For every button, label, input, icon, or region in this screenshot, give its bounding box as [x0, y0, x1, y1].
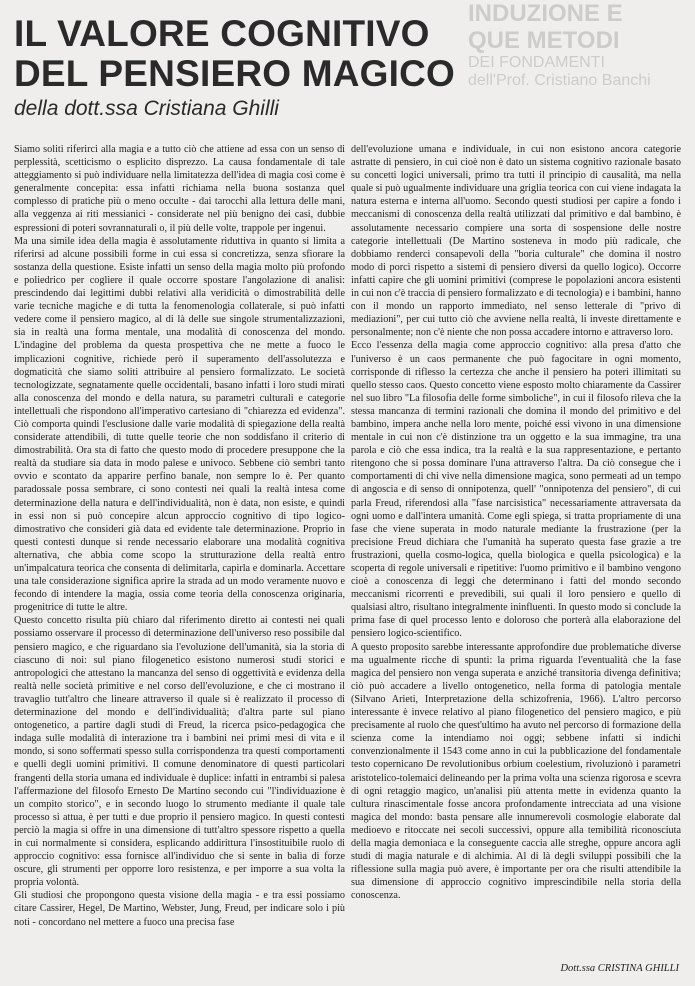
signature-prefix: Dott.ssa [560, 963, 596, 974]
ghost-line: DEI FONDAMENTI [468, 54, 605, 71]
article-byline: della dott.ssa Cristiana Ghilli [14, 97, 279, 120]
paragraph: A questo proposito sarebbe interessante approfondire due problematiche diverse ma ugualmente ricche di spunti: la prima riguarda l'eventualità che la fase magica del pensiero non venga superata e anziché transitoria divenga definitiva; ciò può accadere a livello ontogenetico, nella forma di patologia mentale (Silvano Arieti, Interpretazione della schizofrenia, 1966). L'altro percorso interessante è invece relativo al piano filogenetico del pensiero magico, e più precisamente al ruolo che quest'ultimo ha avuto nel percorso di formazione della scienza come la intendiamo noi oggi; sebbene infatti si indichi convenzionalmente il 1543 come anno in cui la pubblicazione del fondamentale testo copernicano De revolutionibus orbium coelestium, rivoluzionò i parametri aristotelico-tolemaici delineando per la prima volta una scienza rigorosa e scevra di ogni retaggio magico, un'analisi più attenta mette in evidenza quanto la cultura rinascimentale fosse ancora profondamente intrecciata ad una visione magica del mondo: basta pensare alle innumerevoli cosmologie elaborate dal medioevo e ritoccate nei secoli successivi, oppure alla temibilità riconosciuta della magia demoniaca e la conseguente caccia alle streghe, oppure ancora agli studi di magia naturale e di alchimia. Al di là degli sviluppi possibili che la riflessione sulla magia può avere, è importante per ora che risulti attendibile la sua dimensione di approccio cognitivo imprescindibile nella storia della conoscenza. [351, 641, 681, 902]
title-line-1: IL VALORE COGNITIVO [14, 13, 430, 54]
signature-name: CRISTINA GHILLI [597, 963, 679, 974]
left-column [14, 143, 345, 929]
ghost-line: dell'Prof. Cristiano Banchi [468, 72, 651, 89]
facing-page-bleed [468, 0, 695, 120]
paragraph: Ecco l'essenza della magia come approccio cognitivo: alla presa d'atto che l'universo è un caos permanente che può fagocitare in ogni momento, corrisponde di riflesso la certezza che anche il pensiero ha poteri illimitati su quello stesso caos. Questo concetto viene esposto molto chiaramente da Cassirer nel suo libro "La filosofia delle forme simboliche", in cui il filosofo rileva che la stessa mancanza di termini razionali che domina il mondo del primitivo e del bambino, impera anche nella loro mente, poiché essi vivono in una dimensione mentale in cui non c'è distinzione tra un oggetto e la sua immagine, tra una parola e ciò che essa indica, tra la realtà e la sua rappresentazione, e pertanto ritengono che si possa dominare l'una attraverso l'altra. Da ciò consegue che i comportamenti di chi vive nella dimensione magica, sono permeati ad un tempo di angoscia e di senso di onnipotenza, quell' "onnipotenza del pensiero", di cui parla Freud, riferendosi alla "fase narcisistica" necessariamente attraversata da ogni uomo e dall'intera umanità. Come egli spiega, si tratta propriamente di una fase che viene superata in modo naturale mediante la frustrazione (per la precisione Freud dichiara che l'umanità ha superato questa fase grazie a tre frustrazioni, quella cosmo-logica, quella biologica e quella psicologica) e la scoperta di regole universali e ripetitive: l'uomo primitivo e il bambino vengono cioè a conoscenza di leggi che determinano i fatti del mondo secondo meccanismi ricorrenti e prevedibili, sui quali il loro pensiero e quello di qualsiasi altro, risultano integralmente ininfluenti. In questo modo si conclude la prima fase di quel processo lento e doloroso che porterà alla elaborazione del pensiero logico-scientifico. [351, 340, 681, 640]
ghost-line: INDUZIONE E [468, 0, 623, 27]
author-signature [560, 963, 679, 974]
ghost-line: QUE METODI [468, 27, 620, 54]
paragraph: Questo concetto risulta più chiaro dal riferimento diretto ai contesti nei quali possiamo osservare il processo di determinazione dell'universo reso possibile dal pensiero magico, e che riguardano sia l'evoluzione dell'umanità, sia la storia di ciascuno di noi: sul piano filogenetico esistono numerosi studi storici e antropologici che attestano la mancanza del senso di oggettività e evidenza della realtà nelle società primitive e nel corso dell'evoluzione, e che ci mostrano il travaglio tutt'altro che lineare attraverso il quale si è realizzato il processo di determinazione del mondo e dell'individualità; d'altra parte sul piano ontogenetico, a partire dagli studi di Freud, la ricerca psico-pedagogica che indaga sulle modalità di interazione tra i bambini nei primi mesi di vita e il mondo, si sono soffermati spesso sulla corrispondenza tra questi comportamenti e quelli degli uomini primitivi. Il comune denominatore di questi particolari frangenti della storia umana ed individuale è duplice: infatti in entrambi si palesa l'affermazione del filosofo Ernesto De Martino secondo cui "l'individuazione è un compito storico", e in secondo luogo lo strumento mediante il quale tale processo si attua, è per tutti e due proprio il pensiero magico. In questi contesti perciò la magia si offre in una dimensione di tutt'altro spessore rispetto a quella in cui normalmente si considera, esplicando addirittura l'insostituibile ruolo di approccio cognitivo: essa fornisce all'individuo che si sente in balìa di forze oscure, gli strumenti per opporre loro resistenza, e per imporre a sua volta la propria volontà. [14, 615, 345, 889]
paragraph: dell'evoluzione umana e individuale, in cui non esistono ancora categorie astratte di pensiero, in cui cioè non è dato un sistema cognitivo razionale basato su concetti logici universali, primo tra tutti il principio di causalità, ma nella quale si può ugualmente individuare una griglia teorica con cui viene indagata la natura esterna e interna all'uomo. Secondo questi studiosi per capire a fondo i meccanismi di conoscenza della realtà utilizzati dal primitivo e dal bambino, è assolutamente necessario compiere una sorta di sospensione delle nostre categorie intellettuali (De Martino sosteneva in modo più radicale, che dobbiamo renderci consapevoli della "boria culturale" che domina il nostro modo di porci rispetto a sistemi di pensiero diversi da quello logico). Occorre infatti capire che gli uomini primitivi (comprese le popolazioni ancora esistenti in cui non c'è traccia di pensiero formalizzato e di tecnologia) e i bambini, hanno con il mondo un rapporto immediato, nel senso letterale di "privo di mediazioni", per cui tutto ciò che avviene nella realtà, li investe direttamente e personalmente; non c'è niente che non possa accadere intorno e attraverso loro. [351, 144, 681, 339]
title-line-2: DEL PENSIERO MAGICO [14, 53, 456, 94]
paragraph: Gli studiosi che propongono questa visione della magia - e tra essi possiamo citare Cassirer, Hegel, De Martino, Webster, Jung, Freud, per indicare solo i più noti - concordano nel mettere a fuoco una precisa fase [14, 890, 345, 928]
paragraph: Siamo soliti riferirci alla magia e a tutto ciò che attiene ad essa con un senso di perplessità, scetticismo o esplicito disprezzo. La causa fondamentale di tale atteggiamento si può individuare nella limitatezza dell'idea di magia così come è generalmente concepita: essa infatti richiama nella buona sostanza quel complesso di pratiche più o meno occulte - dai tarocchi alla lettura delle mani, alla veggenza ai riti messianici - considerate nel più benigno dei casi, dubbie espressioni di poteri sovrannaturali o, il più delle volte, trappole per ingenui. [14, 144, 345, 234]
right-column [351, 143, 681, 902]
article-title [14, 14, 455, 94]
paragraph: Ma una simile idea della magia è assolutamente riduttiva in quanto si limita a riferirsi ad alcune possibili forme in cui essa si concretizza, senza sfiorare la sostanza della questione. Esiste infatti un senso della magia molto più profondo e poliedrico per cogliere il quale occorre spostare l'angolazione di analisi: prescindendo dai legittimi dubbi relativi alla veridicità o dimostrabilità delle varie tecniche magiche e di tutta la fenomenologia collaterale, si può infatti vedere come il pensiero magico, al di là delle sue singole strumentalizzazioni, sia in realtà una forma mentale, una modalità di conoscenza del mondo. L'indagine del problema da questa prospettiva che ne mette a fuoco le implicazioni cognitive, richiede però il superamento dell'assolutezza e dogmaticità che siamo soliti attribuire al pensiero formalizzato. Le società tecnologizzate, segnatamente quelle occidentali, basano infatti i loro studi mirati alla conoscenza del mondo e della natura, su parametri culturali e categorie intellettuali che rispondono all'imperativo cartesiano di "chiarezza ed evidenza". Ciò comporta quindi l'esclusione dalle varie modalità di spiegazione della realtà considerate attendibili, di tutte quelle teorie che non soddisfano il criterio di dimostrabilità. Ora sta di fatto che questo modo di procedere presuppone che la realtà da studiare sia data in modo palese e univoco. Sebbene ciò sembri tanto ovvio e scontato da apparire perfino banale, non sempre lo è. Per quanto paradossale possa sembrare, ci sono contesti nei quali la realtà intesa come determinazione della natura e dell'individualità, non è data, non esiste, e quindi in essi non si può concepire alcun approccio cognitivo di tipo logico-dimostrativo che consideri già data ed evidente tale determinazione. Proprio in questi contesti dunque si rende necessario elaborare una modalità cognitiva alternativa, che abbia come scopo la strutturazione della realtà entro un'impalcatura teorica che consenta di delimitarla, capirla e dominarla. Accettare una tale considerazione significa aprire la strada ad un modo veramente nuovo e fecondo di intendere la magia, ossia come teoria della conoscenza originaria, progenitrice di tutte le altre. [14, 235, 345, 614]
